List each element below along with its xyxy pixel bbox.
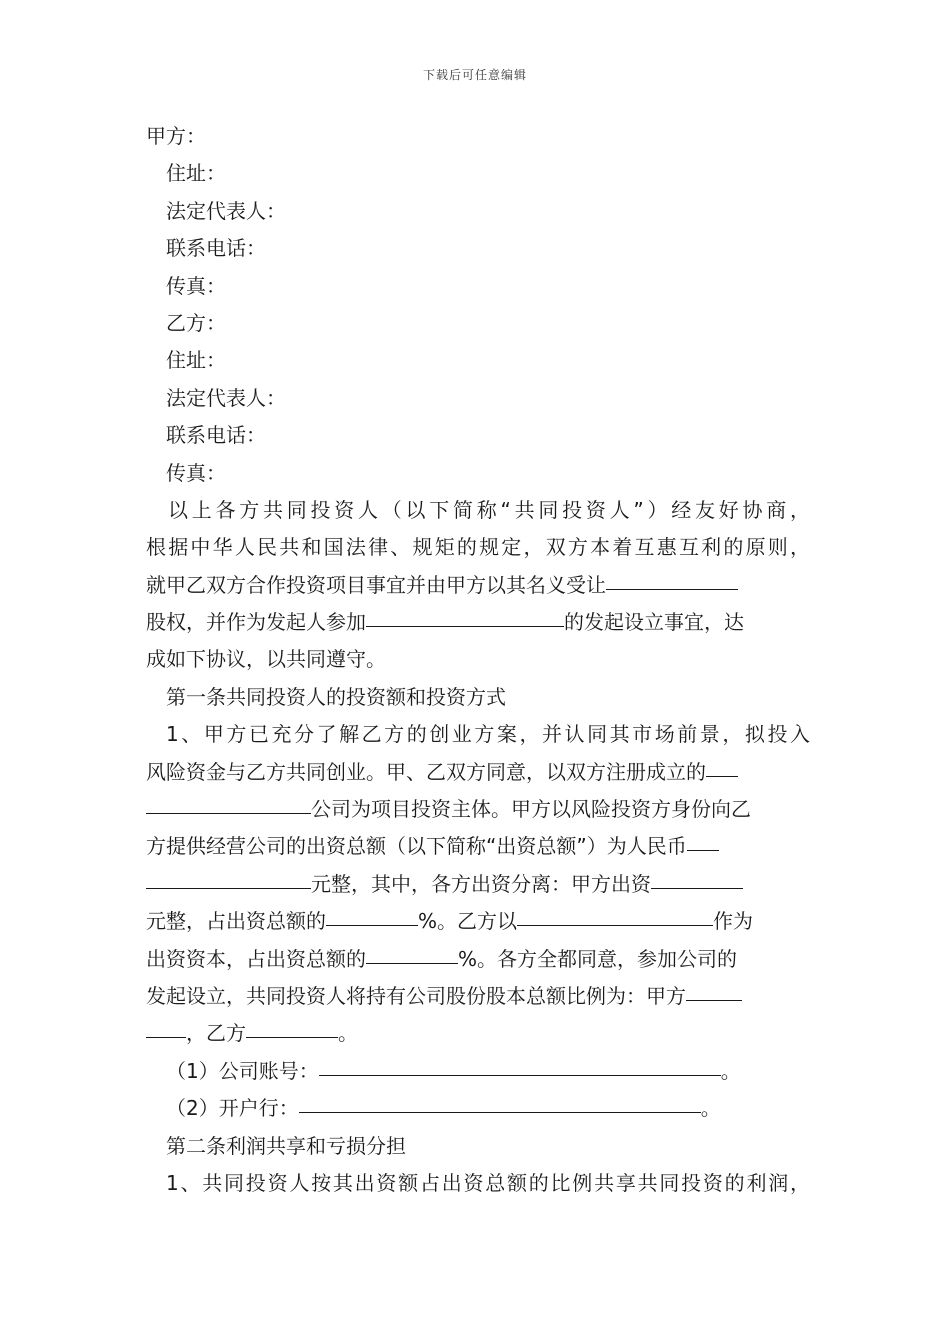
total-amount-blank-part-2 xyxy=(146,864,311,889)
company-account-line xyxy=(146,1053,810,1090)
article-1-para-line-4 xyxy=(146,828,810,865)
article-1-para-line-3 xyxy=(146,791,810,828)
article-text: 方提供经营公司的出资总额（以下简称“出资总额”）为人民币 xyxy=(146,834,687,859)
preamble-line-2: 根据中华人民共和国法律、规矩的规定，双方本着互惠互利的原则， xyxy=(146,535,810,560)
document-body xyxy=(146,118,810,1202)
party-b-phone: 联系电话： xyxy=(166,423,266,448)
preamble-line-4 xyxy=(146,604,810,641)
company-blank-part-1 xyxy=(706,752,738,777)
company-account-blank xyxy=(319,1051,721,1076)
article-2-para-line-1: 1、共同投资人按其出资额占出资总额的比例共享共同投资的利润， xyxy=(166,1170,810,1195)
article-text: ，乙方 xyxy=(186,1021,246,1046)
party-a-label: 甲方： xyxy=(146,124,206,148)
article-text: 。 xyxy=(338,1021,358,1046)
party-a-fax: 传真： xyxy=(166,273,226,298)
article-text: 元整，其中，各方出资分离：甲方出资 xyxy=(311,871,651,896)
party-a-percent-blank xyxy=(326,901,418,926)
party-b-fax: 传真： xyxy=(166,460,226,485)
company-account-end: 。 xyxy=(720,1058,741,1083)
preamble-text: 的发起设立事宜，达 xyxy=(564,610,744,635)
article-text: 发起设立，共同投资人将持有公司股份股本总额比例为：甲方 xyxy=(146,983,686,1008)
total-amount-blank-part-1 xyxy=(687,826,719,851)
article-text: 作为 xyxy=(713,909,754,934)
article-1-para-line-5 xyxy=(146,866,810,903)
article-1-para-line-7 xyxy=(146,941,810,978)
article-text: %。乙方以 xyxy=(418,909,518,934)
article-2-title: 第二条利润共享和亏损分担 xyxy=(166,1133,406,1158)
article-1-para-line-6 xyxy=(146,903,810,940)
company-blank-part-2 xyxy=(146,789,311,814)
bank-label: （2）开户行： xyxy=(166,1096,299,1121)
article-text: 出资资本，占出资总额的 xyxy=(146,946,366,971)
party-b-address: 住址： xyxy=(166,348,226,373)
party-a-amount-blank xyxy=(651,864,743,889)
article-1-para-line-1: 1、甲方已充分了解乙方的创业方案，并认同其市场前景，拟投入 xyxy=(166,722,810,747)
article-text: %。各方全都同意，参加公司的 xyxy=(458,946,738,971)
company-name-blank xyxy=(366,602,564,627)
party-a-legal-rep: 法定代表人： xyxy=(166,198,286,223)
article-1-para-line-9 xyxy=(146,1015,810,1052)
article-1-title: 第一条共同投资人的投资额和投资方式 xyxy=(166,684,506,709)
preamble-text: 就甲乙双方合作投资项目事宜并由甲方以其名义受让 xyxy=(146,572,606,597)
party-b-capital-blank xyxy=(517,901,713,926)
party-a-share-blank-part-1 xyxy=(686,976,742,1001)
bank-end: 。 xyxy=(700,1096,721,1121)
page-header: 下载后可任意编辑 xyxy=(422,68,527,82)
article-1-para-line-2 xyxy=(146,754,810,791)
party-b-share-blank xyxy=(246,1013,338,1038)
preamble-line-5: 成如下协议，以共同遵守。 xyxy=(146,647,386,672)
preamble-line-1: 以上各方共同投资人（以下简称“共同投资人”）经友好协商， xyxy=(168,497,810,522)
party-a-phone: 联系电话： xyxy=(166,236,266,261)
preamble-line-3 xyxy=(146,567,810,604)
bank-blank xyxy=(299,1088,701,1113)
party-a-share-blank-part-2 xyxy=(146,1013,186,1038)
preamble-text: 股权，并作为发起人参加 xyxy=(146,610,366,635)
party-b-label: 乙方： xyxy=(166,310,226,335)
article-text: 公司为项目投资主体。甲方以风险投资方身份向乙 xyxy=(311,797,751,822)
company-account-label: （1）公司账号： xyxy=(166,1058,319,1083)
party-b-percent-blank xyxy=(366,939,458,964)
article-text: 风险资金与乙方共同创业。甲、乙双方同意，以双方注册成立的 xyxy=(146,759,706,784)
article-1-para-line-8 xyxy=(146,978,810,1015)
bank-line xyxy=(146,1090,810,1127)
party-a-address: 住址： xyxy=(166,161,226,186)
party-b-legal-rep: 法定代表人： xyxy=(166,385,286,410)
equity-blank xyxy=(606,565,738,590)
article-text: 元整，占出资总额的 xyxy=(146,909,326,934)
